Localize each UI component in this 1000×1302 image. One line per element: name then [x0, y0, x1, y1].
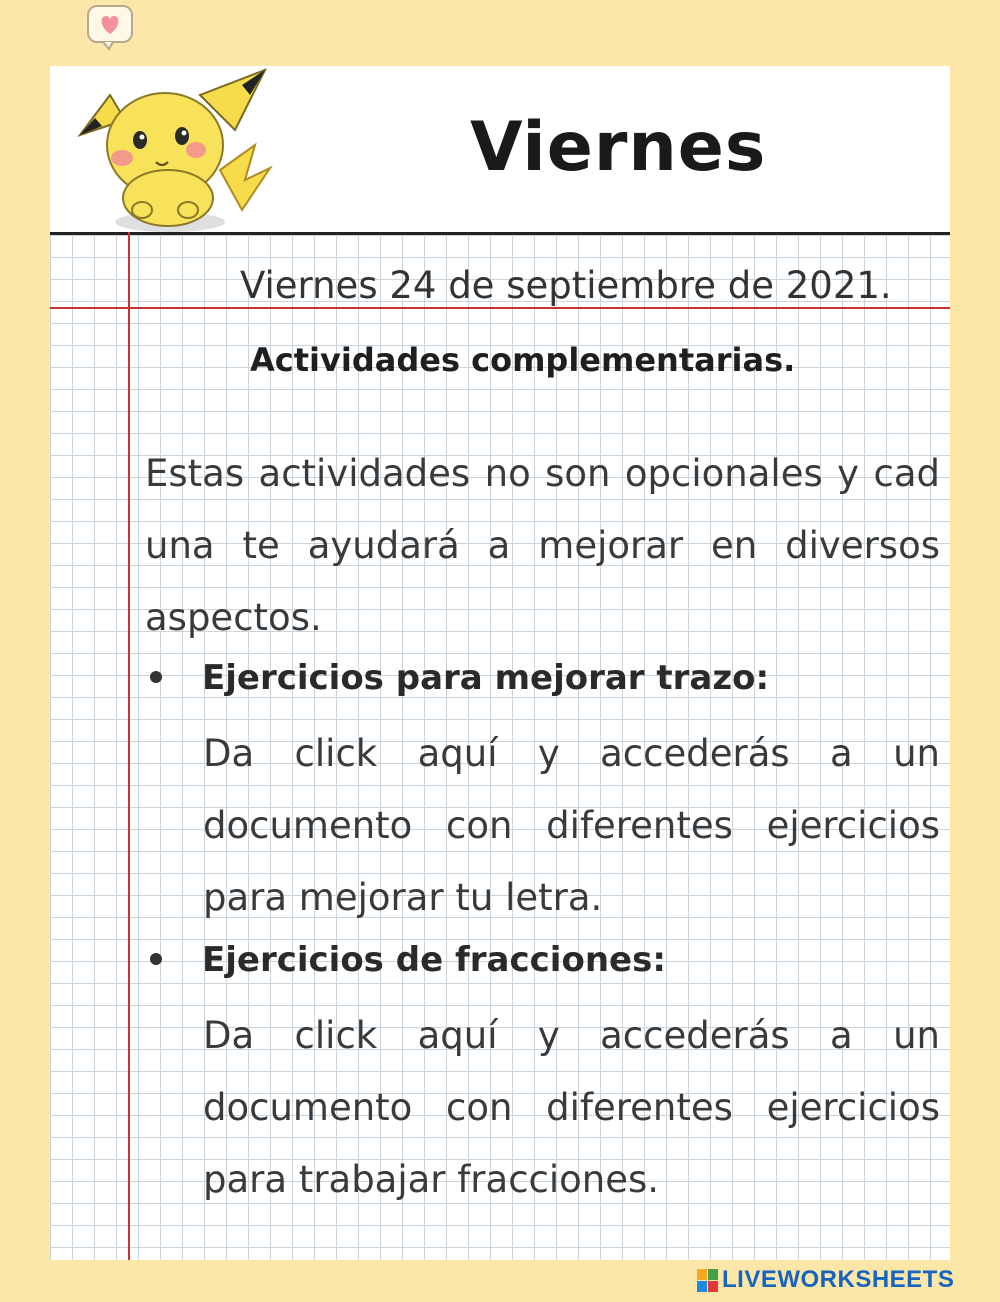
yellow-mascot-icon — [70, 50, 300, 290]
bullet-heading-fracciones — [150, 940, 666, 980]
date-line: Viernes 24 de septiembre de 2021. — [240, 264, 892, 307]
bullet-title: Ejercicios para mejorar trazo: — [202, 658, 770, 698]
margin-line-horizontal — [50, 307, 950, 309]
bullet-dot-icon — [150, 671, 162, 683]
margin-line-vertical — [128, 232, 130, 1260]
liveworksheets-logo-icon — [697, 1269, 719, 1293]
intro-paragraph: Estas actividades no son opcionales y cad una te ayudará a mejorar en diversos aspectos. — [145, 452, 940, 639]
liveworksheets-watermark — [697, 1266, 954, 1294]
subtitle: Actividades complementarias. — [250, 341, 796, 379]
bullet-dot-icon — [150, 953, 162, 965]
bullet-heading-trazo — [150, 658, 769, 698]
link-text-trazo[interactable]: Da click aquí y accederás a un documento con diferentes ejercicios para mejorar tu letra. — [203, 732, 940, 919]
heart-bubble-icon — [85, 3, 137, 51]
page-title: Viernes — [470, 108, 767, 187]
link-text-fracciones[interactable]: Da click aquí y accederás a un documento con diferentes ejercicios para trabajar fracciones. — [203, 1014, 940, 1201]
watermark-text: LIVEWORKSHEETS — [722, 1266, 955, 1293]
bullet-title: Ejercicios de fracciones: — [202, 940, 666, 980]
